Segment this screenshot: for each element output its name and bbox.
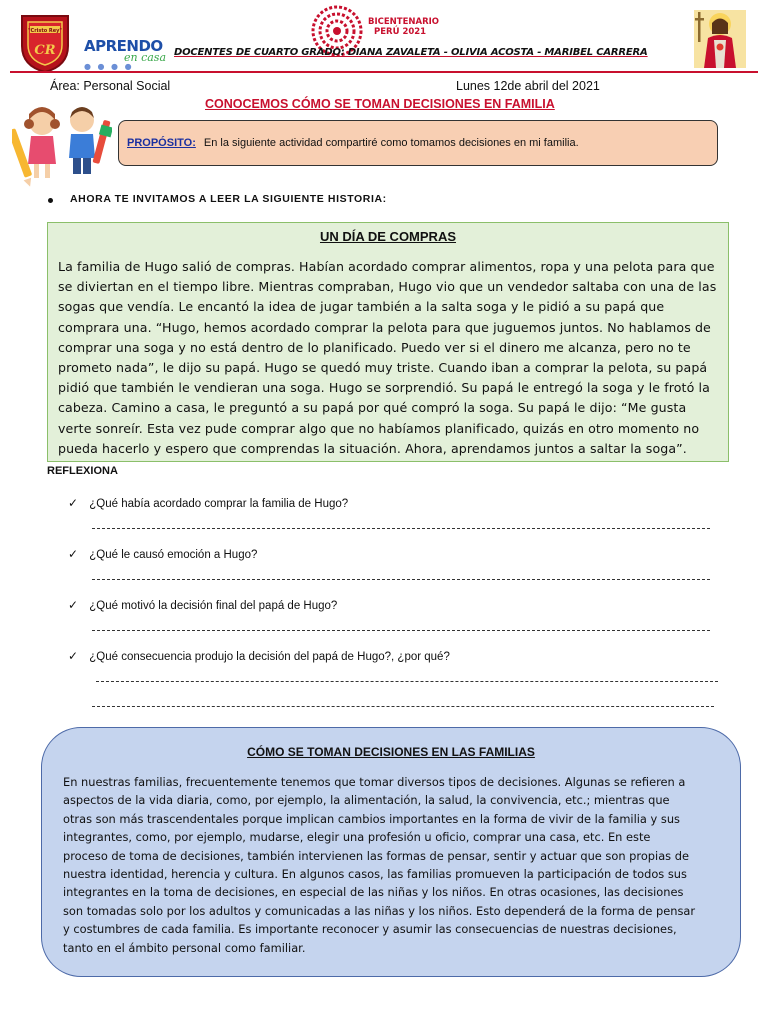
info-line: integrantes en la toma de decisiones, en especial de las niñas y los niños. En otras ocasiones, las decisiones (63, 885, 684, 900)
question-item (68, 649, 450, 663)
svg-text:"Cristo Rey": "Cristo Rey" (27, 28, 63, 34)
info-line: son tomadas solo por los adultos y comunicadas a las niñas y los niños. Esto dependerá de la forma de pensar (63, 903, 696, 918)
story-line: sogas que vendía. Le encantó la idea de jugar también a la salta soga y le pidió a su papá que (58, 299, 665, 315)
question-item (68, 496, 348, 510)
page-title: CONOCEMOS CÓMO SE TOMAN DECISIONES EN FAMILIA (205, 97, 555, 111)
info-line: aspectos de la vida diaria, como, por ejemplo, la alimentación, la salud, la convivencia, etc.; mientras que (63, 793, 670, 808)
question-text: ¿Qué le causó emoción a Hugo? (89, 549, 258, 561)
purpose-text: En la siguiente actividad compartiré como tomamos decisiones en mi familia. (203, 137, 579, 149)
school-logo (18, 12, 72, 74)
dots-decoration: ● ● ● ● (84, 62, 134, 71)
bicentenario-text (368, 17, 439, 37)
question-text: ¿Qué consecuencia produjo la decisión del papá de Hugo?, ¿por qué? (89, 651, 450, 663)
instruction-text: AHORA TE INVITAMOS A LEER LA SIGUIENTE HISTORIA: (70, 193, 387, 205)
reflexiona-heading: REFLEXIONA (47, 465, 118, 477)
checkmark-icon: ✓ (68, 598, 79, 612)
answer-line[interactable] (92, 528, 710, 529)
checkmark-icon: ✓ (68, 649, 79, 663)
info-line: proceso de toma de decisiones, también intervienen las formas de pensar, sentir y actuar que son propias de (63, 848, 689, 863)
info-line: y costumbres de cada familia. Es importante reconocer y asumir las consecuencias de nuestras decisiones, (63, 922, 677, 937)
story-line: comprara una. “Hugo, hemos acordado comprar la pelota para que juguemos juntos. No hablamos de (58, 319, 711, 335)
question-text: ¿Qué había acordado comprar la familia de Hugo? (89, 498, 349, 510)
checkmark-icon: ✓ (68, 496, 79, 510)
story-line: verte sonreír. Esta vez pude comprar algo que no habíamos planificado, quizás en otro momento no (58, 420, 700, 436)
header-divider (10, 71, 758, 73)
info-line: nuestra identidad, herencia y cultura. En algunos casos, las familias promueven la participación de todos sus (63, 867, 687, 882)
story-line: cabeza. Camino a casa, le preguntó a su papá por qué compró la soga. Su papá le dijo: “Me gusta (58, 400, 687, 416)
date-label: Lunes 12de abril del 2021 (456, 79, 600, 93)
docentes-header: DOCENTES DE CUARTO GRADO: DIANA ZAVALETA - OLIVIA ACOSTA - MARIBEL CARRERA (174, 47, 648, 58)
svg-text:CR: CR (34, 43, 56, 58)
aprendo-en-casa-logo (84, 38, 170, 72)
story-line: pueda hacerlo y espero que comprendas la situación. Ahora, aprendamos juntos a saltar la soga”. (58, 440, 687, 456)
purpose-label: PROPÓSITO: (127, 137, 196, 149)
answer-line[interactable] (96, 681, 718, 682)
area-label: Área: Personal Social (50, 79, 171, 93)
purpose-box (118, 120, 718, 166)
story-line: comprar una soga y no está dentro de lo planificado. Puedo ver si el dinero me alcanza, pero no te (58, 339, 691, 355)
story-line: pidió que también le vendieran una soga. Hugo se sorprendió. Su papá le entregó la soga y le frotó la (58, 380, 710, 396)
story-title: UN DÍA DE COMPRAS (319, 229, 457, 244)
info-line: tanto en el ámbito personal como familiar. (63, 940, 306, 955)
kids-with-pencils-illustration (12, 98, 112, 188)
info-box-title: CÓMO SE TOMAN DECISIONES EN LAS FAMILIAS (247, 745, 535, 759)
question-item (68, 598, 337, 612)
question-item (68, 547, 257, 561)
info-line: otras son más trascendentales porque implican cambios importantes en la forma de vivir de la familia y sus (63, 811, 680, 826)
bicentenario-line1: BICENTENARIO (368, 17, 440, 27)
bullet-icon (48, 198, 53, 203)
info-box-text (63, 773, 723, 957)
question-text: ¿Qué motivó la decisión final del papá de Hugo? (89, 600, 338, 612)
story-line: prometo nada”, le dijo su papá. Hugo se quedó muy triste. Cuando iban a comprar la pelota, su papá (58, 360, 708, 376)
story-line: La familia de Hugo salió de compras. Habían acordado comprar alimentos, ropa y una pelota para que (58, 259, 715, 274)
en-casa-label: en casa (124, 51, 167, 64)
answer-line[interactable] (92, 706, 714, 707)
aprendo-label: APRENDO (84, 37, 163, 55)
sacred-heart-image (694, 10, 746, 68)
info-line: En nuestras familias, frecuentemente tenemos que tomar diversos tipos de decisiones. Algunas se refieren a (63, 775, 686, 789)
answer-line[interactable] (92, 630, 710, 631)
checkmark-icon: ✓ (68, 547, 79, 561)
info-line: integrantes, como, por ejemplo, mudarse, elegir una profesión u oficio, comprar una casa, etc. En este (63, 830, 651, 845)
story-text (58, 257, 722, 459)
story-line: se diviertan en el tiempo libre. Mientras compraban, Hugo vio que un vendedor saltaba con una de las (58, 279, 717, 295)
bicentenario-line2: PERÚ 2021 (374, 27, 427, 37)
answer-line[interactable] (92, 579, 710, 580)
